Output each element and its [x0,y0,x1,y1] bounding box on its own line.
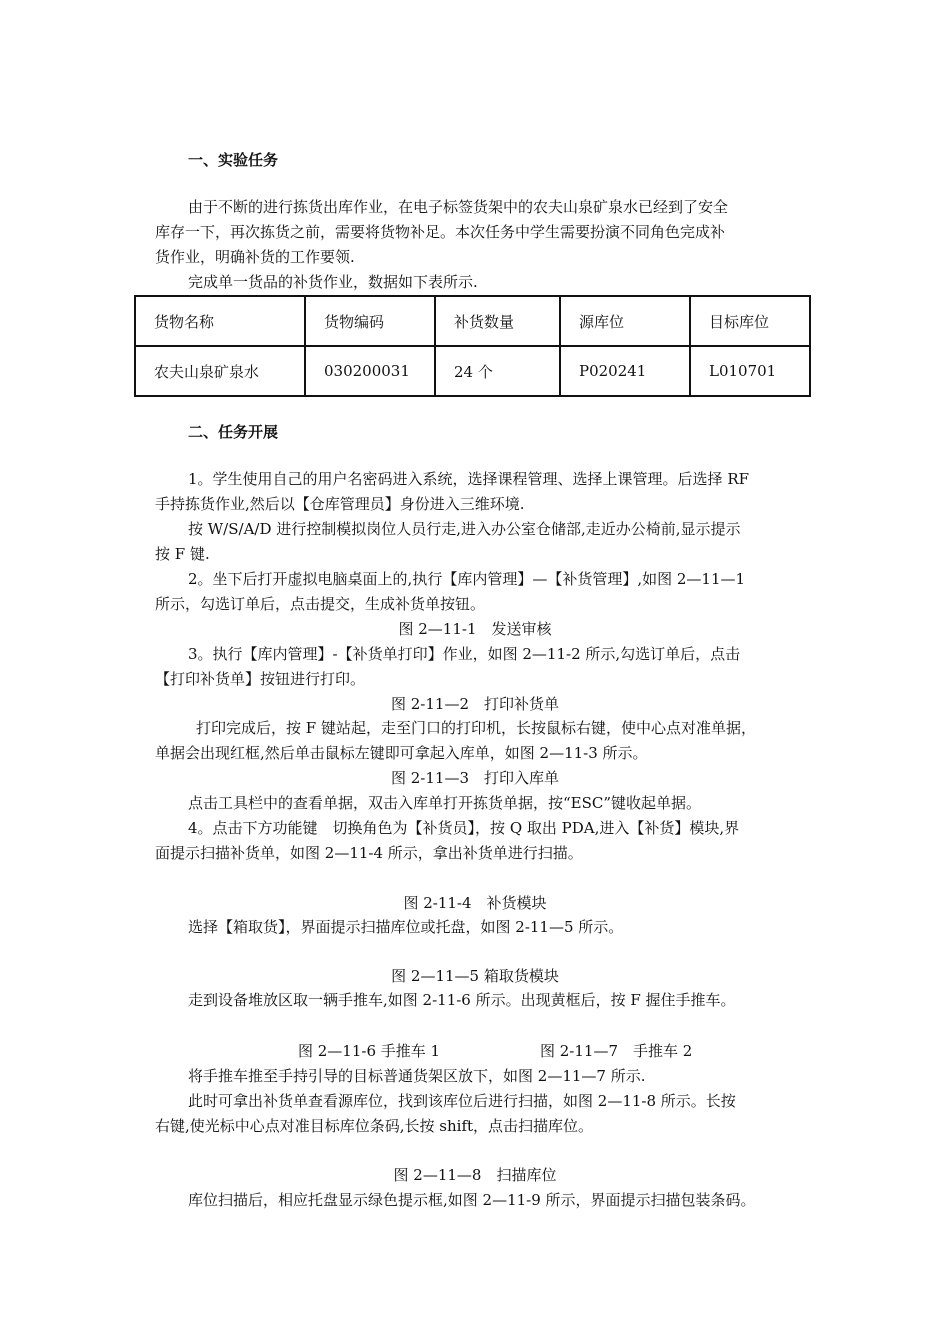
figure-caption: 图 2-11-4 补货模块 [403,894,547,912]
figure-caption: 图 2-11—7 手推车 2 [540,1042,693,1060]
table-cell: 24 个 [435,346,560,396]
figure-caption: 图 2-11—2 打印补货单 [390,695,559,713]
paragraph-line: 库位扫描后，相应托盘显示绿色提示框,如图 2—11-9 所示，界面提示扫描包装条码。 [188,1191,756,1209]
table-header-cell: 补货数量 [435,296,560,346]
table-header-cell: 源库位 [560,296,690,346]
figure-caption: 图 2-11—3 打印入库单 [390,769,559,787]
table-cell: L010701 [690,346,810,396]
paragraph-line: 手持拣货作业,然后以【仓库管理员】身份进入三维环境. [155,495,525,513]
section-heading-1: 一、实验任务 [188,151,279,169]
paragraph-line: 库存一下，再次拣货之前，需要将货物补足。本次任务中学生需要扮演不同角色完成补 [155,223,726,241]
figure-caption: 图 2—11—8 扫描库位 [393,1166,557,1184]
paragraph-line: 4。点击下方功能键 切换角色为【补货员】，按 Q 取出 PDA,进入【补货】模块,界 [188,819,740,837]
paragraph-line: 按 F 键. [155,545,210,563]
paragraph-line: 点击工具栏中的查看单据，双击入库单打开拣货单据，按“ESC”键收起单据。 [188,794,702,812]
paragraph-line: 1。学生使用自己的用户名密码进入系统，选择课程管理、选择上课管理。后选择 RF [188,470,750,488]
table-row [135,346,810,396]
table-header-cell: 货物编码 [305,296,435,346]
paragraph-line: 3。执行【库内管理】-【补货单打印】作业，如图 2—11-2 所示,勾选订单后，点击 [188,645,741,663]
paragraph-line: 此时可拿出补货单查看源库位，找到该库位后进行扫描，如图 2—11-8 所示。长按 [188,1092,736,1110]
paragraph-line: 打印完成后，按 F 键站起，走至门口的打印机，长按鼠标右键，使中心点对准单据， [196,719,756,737]
table-header-cell: 目标库位 [690,296,810,346]
table-cell: P020241 [560,346,690,396]
table-cell: 农夫山泉矿泉水 [135,346,305,396]
paragraph-line: 所示，勾选订单后，点击提交，生成补货单按钮。 [155,595,486,613]
figure-caption: 图 2—11-6 手推车 1 [298,1042,441,1060]
paragraph-line: 完成单一货品的补货作业，数据如下表所示. [188,273,478,291]
paragraph-line: 单据会出现红框,然后单击鼠标左键即可拿起入库单，如图 2—11-3 所示。 [155,744,648,762]
paragraph-line: 2。坐下后打开虚拟电脑桌面上的,执行【库内管理】—【补货管理】,如图 2—11—1 [188,570,746,588]
paragraph-line: 由于不断的进行拣货出库作业，在电子标签货架中的农夫山泉矿泉水已经到了安全 [188,198,729,216]
table-header-cell: 货物名称 [135,296,305,346]
paragraph-line: 货作业，明确补货的工作要领. [155,248,355,266]
table-header-row [135,296,810,346]
paragraph-line: 将手推车推至手持引导的目标普通货架区放下，如图 2—11—7 所示. [188,1067,646,1085]
paragraph-line: 走到设备堆放区取一辆手推车,如图 2-11-6 所示。出现黄框后，按 F 握住手推车。 [188,991,736,1009]
paragraph-line: 按 W/S/A/D 进行控制模拟岗位人员行走,进入办公室仓储部,走近办公椅前,显示提示 [188,520,741,538]
table-cell: 030200031 [305,346,435,396]
paragraph-line: 选择【箱取货】，界面提示扫描库位或托盘，如图 2-11—5 所示。 [188,918,624,936]
paragraph-line: 右键,使光标中心点对准目标库位条码,长按 shift，点击扫描库位。 [155,1117,594,1135]
paragraph-line: 【打印补货单】按钮进行打印。 [155,670,366,688]
replenishment-table [134,295,811,397]
section-heading-2: 二、任务开展 [188,423,279,441]
figure-caption: 图 2—11—5 箱取货模块 [391,967,559,985]
paragraph-line: 面提示扫描补货单，如图 2—11-4 所示，拿出补货单进行扫描。 [155,844,583,862]
figure-caption: 图 2—11-1 发送审核 [398,620,552,638]
